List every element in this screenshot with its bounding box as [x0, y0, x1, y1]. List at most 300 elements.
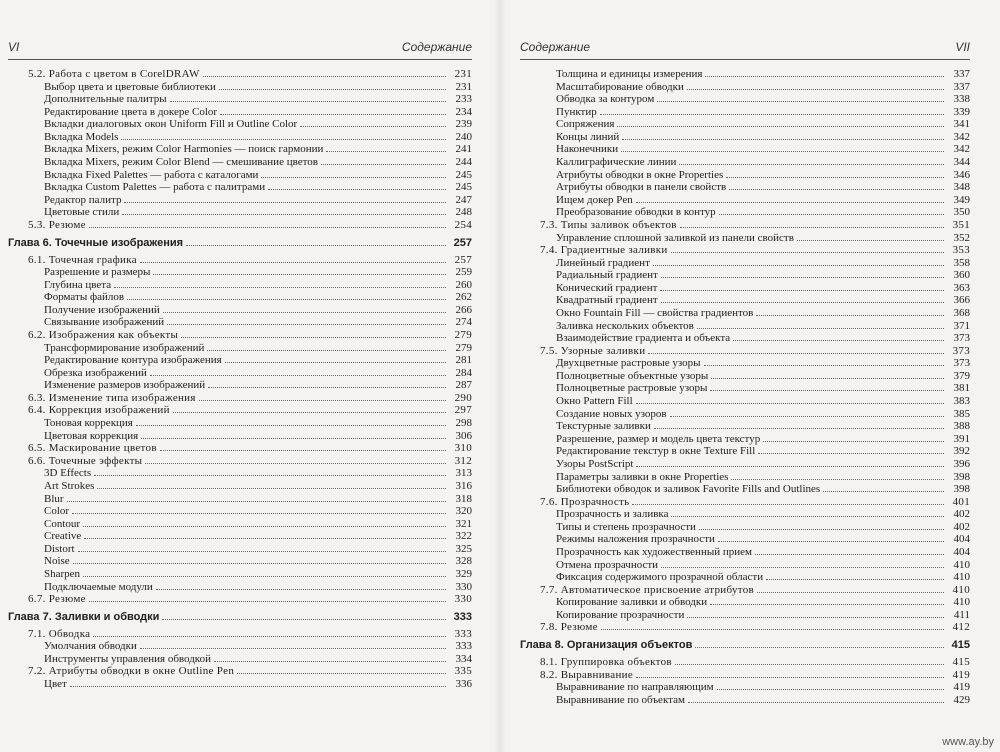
toc-leader-dots: [621, 151, 944, 152]
toc-entry-page: 257: [453, 236, 472, 249]
toc-entry-page: 348: [953, 181, 970, 194]
toc-leader-dots: [661, 302, 944, 303]
toc-entry-title: Узоры PostScript: [556, 457, 634, 470]
toc-entry-page: 320: [455, 505, 472, 518]
toc-entry-page: 274: [455, 316, 472, 329]
toc-entry-title: Выравнивание по объектам: [556, 693, 685, 706]
toc-entry-page: 287: [455, 379, 472, 392]
toc-entry-page: 379: [953, 369, 970, 382]
toc-entry: [520, 694, 970, 707]
toc-entry: [520, 93, 970, 106]
right-toc: [520, 68, 970, 706]
watermark: www.ay.by: [942, 736, 994, 748]
toc-entry: [8, 342, 472, 355]
toc-entry: [8, 118, 472, 131]
toc-entry-title: Вкладка Mixers, режим Color Blend — смешивание цветов: [44, 156, 318, 169]
toc-entry-title: 6.1. Точечная графика: [28, 253, 137, 266]
toc-leader-dots: [733, 340, 944, 341]
toc-entry: [520, 206, 970, 219]
toc-leader-dots: [636, 466, 944, 467]
toc-entry: [8, 316, 472, 329]
toc-entry-title: Вкладка Models: [44, 130, 119, 143]
toc-leader-dots: [83, 526, 446, 527]
toc-leader-dots: [181, 337, 446, 338]
toc-entry-title: Фиксация содержимого прозрачной области: [556, 571, 764, 584]
toc-entry: [8, 404, 472, 417]
toc-entry-page: 429: [953, 693, 970, 706]
toc-entry-title: Заливка нескольких объектов: [556, 319, 694, 332]
toc-entry-page: 342: [953, 130, 970, 143]
toc-entry: [520, 496, 970, 509]
toc-entry-page: 328: [455, 555, 472, 568]
toc-leader-dots: [162, 619, 446, 620]
toc-entry-page: 410: [953, 571, 970, 584]
toc-entry-title: Масштабирование обводки: [556, 80, 684, 93]
toc-leader-dots: [763, 441, 944, 442]
toc-leader-dots: [73, 563, 446, 564]
toc-entry-page: 281: [455, 354, 472, 367]
toc-entry-title: Управление сплошной заливкой из панели свойств: [556, 231, 794, 244]
toc-entry-title: Инструменты управления обводкой: [44, 652, 211, 665]
toc-entry: [520, 382, 970, 395]
toc-entry: [8, 93, 472, 106]
toc-entry: [520, 681, 970, 694]
toc-entry: [8, 131, 472, 144]
toc-entry: [520, 106, 970, 119]
toc-entry: [8, 194, 472, 207]
toc-entry-page: 298: [455, 417, 472, 430]
toc-entry: [520, 232, 970, 245]
toc-leader-dots: [705, 76, 944, 77]
toc-entry-title: 6.3. Изменение типа изображения: [28, 391, 196, 404]
toc-entry: [8, 518, 472, 531]
toc-entry-title: Изменение размеров изображений: [44, 379, 206, 392]
toc-entry: [520, 669, 970, 682]
toc-leader-dots: [219, 89, 446, 90]
toc-entry-title: Сопряжения: [556, 118, 615, 131]
toc-leader-dots: [729, 189, 944, 190]
toc-entry: [520, 508, 970, 521]
toc-entry-page: 330: [455, 580, 472, 593]
toc-entry-page: 259: [455, 266, 472, 279]
toc-entry-title: 7.8. Резюме: [540, 621, 598, 634]
toc-entry-page: 337: [953, 68, 970, 80]
toc-entry: [8, 206, 472, 219]
toc-entry-title: 6.6. Точечные эффекты: [28, 454, 143, 467]
toc-entry: [520, 269, 970, 282]
toc-entry-page: 385: [953, 407, 970, 420]
toc-entry: [520, 370, 970, 383]
toc-entry-page: 404: [953, 545, 970, 558]
toc-leader-dots: [671, 252, 944, 253]
toc-entry: [8, 143, 472, 156]
toc-entry-title: Глава 6. Точечные изображения: [8, 236, 184, 249]
toc-leader-dots: [167, 324, 446, 325]
toc-entry: [520, 282, 970, 295]
toc-entry: [8, 181, 472, 194]
toc-entry-title: Линейный градиент: [556, 256, 650, 269]
toc-entry-page: 398: [953, 483, 970, 496]
toc-entry-title: Связывание изображений: [44, 316, 165, 329]
toc-entry-page: 391: [953, 432, 970, 445]
toc-entry: [520, 521, 970, 534]
toc-entry: [520, 458, 970, 471]
toc-entry-page: 266: [455, 303, 472, 316]
toc-entry-title: Конический градиент: [556, 281, 658, 294]
right-page-number: VII: [955, 40, 970, 54]
toc-entry-title: Концы линий: [556, 130, 620, 143]
toc-entry-page: 245: [455, 168, 472, 181]
toc-entry-page: 318: [455, 492, 472, 505]
toc-entry-title: Получение изображений: [44, 303, 160, 316]
toc-leader-dots: [124, 202, 446, 203]
toc-entry: [8, 593, 472, 606]
toc-entry-title: Вкладка Fixed Palettes — работа с каталогами: [44, 168, 259, 181]
toc-entry: [520, 345, 970, 358]
toc-entry: [8, 417, 472, 430]
toc-leader-dots: [93, 636, 446, 637]
toc-leader-dots: [140, 648, 446, 649]
toc-entry-title: Обводка за контуром: [556, 93, 655, 106]
toc-entry: [520, 621, 970, 634]
toc-leader-dots: [823, 491, 944, 492]
toc-entry-title: Прозрачность и заливка: [556, 508, 669, 521]
toc-entry: [8, 653, 472, 666]
toc-leader-dots: [661, 567, 944, 568]
toc-leader-dots: [326, 151, 446, 152]
toc-leader-dots: [636, 677, 944, 678]
toc-entry: [520, 395, 970, 408]
toc-entry-page: 396: [953, 457, 970, 470]
toc-entry-page: 410: [952, 583, 970, 596]
toc-entry-title: Art Strokes: [44, 479, 95, 492]
toc-entry-page: 398: [953, 470, 970, 483]
toc-leader-dots: [83, 576, 446, 577]
toc-entry: [8, 530, 472, 543]
toc-leader-dots: [70, 686, 446, 687]
toc-entry-page: 415: [951, 639, 970, 652]
toc-entry-title: Радиальный градиент: [556, 269, 658, 282]
toc-entry-title: Толщина и единицы измерения: [556, 68, 703, 80]
toc-entry-page: 262: [455, 291, 472, 304]
toc-leader-dots: [670, 416, 944, 417]
toc-entry-page: 248: [455, 206, 472, 219]
toc-leader-dots: [719, 214, 944, 215]
toc-leader-dots: [766, 579, 944, 580]
toc-entry-page: 234: [455, 105, 472, 118]
toc-entry-page: 350: [953, 206, 970, 219]
toc-leader-dots: [207, 350, 446, 351]
toc-entry: [8, 254, 472, 267]
toc-entry: [8, 543, 472, 556]
toc-leader-dots: [660, 290, 944, 291]
toc-entry: [520, 559, 970, 572]
toc-entry-page: 371: [953, 319, 970, 332]
toc-entry-title: Полноцветные растровые узоры: [556, 382, 708, 395]
toc-leader-dots: [679, 164, 944, 165]
toc-entry-page: 368: [953, 306, 970, 319]
toc-leader-dots: [717, 689, 944, 690]
toc-entry-title: Подключаемые модули: [44, 580, 153, 593]
toc-entry-page: 279: [454, 328, 472, 341]
toc-entry: [8, 304, 472, 317]
toc-leader-dots: [321, 164, 446, 165]
toc-entry: [8, 219, 472, 232]
toc-leader-dots: [199, 400, 446, 401]
toc-leader-dots: [757, 592, 944, 593]
toc-entry-title: Текстурные заливки: [556, 420, 651, 433]
toc-entry-page: 360: [953, 269, 970, 282]
toc-entry-title: 8.2. Выравнивание: [540, 668, 634, 681]
toc-leader-dots: [758, 453, 944, 454]
toc-leader-dots: [136, 425, 446, 426]
toc-entry-title: Выбор цвета и цветовые библиотеки: [44, 80, 216, 93]
toc-entry: [520, 357, 970, 370]
toc-entry: [520, 294, 970, 307]
toc-entry-page: 241: [455, 143, 472, 156]
toc-entry-title: Отмена прозрачности: [556, 558, 659, 571]
toc-entry-title: Двухцветные растровые узоры: [556, 357, 701, 370]
toc-entry-title: 5.2. Работа с цветом в CorelDRAW: [28, 68, 200, 80]
toc-entry: [8, 291, 472, 304]
right-running-title: Содержание: [520, 40, 591, 54]
toc-entry-page: 231: [455, 80, 472, 93]
toc-leader-dots: [67, 501, 446, 502]
toc-leader-dots: [711, 378, 944, 379]
toc-entry-title: Библиотеки обводок и заливок Favorite Fills and Outlines: [556, 483, 821, 496]
toc-entry-page: 254: [454, 218, 472, 231]
toc-leader-dots: [688, 702, 944, 703]
toc-entry: [520, 181, 970, 194]
toc-entry-page: 312: [454, 454, 472, 467]
left-toc: [8, 68, 472, 691]
toc-entry-title: Редактор палитр: [44, 193, 122, 206]
toc-entry-title: Атрибуты обводки в панели свойств: [556, 181, 727, 194]
toc-entry-page: 247: [455, 193, 472, 206]
toc-entry: [8, 367, 472, 380]
toc-entry-title: Преобразование обводки в контур: [556, 206, 716, 219]
toc-entry-page: 297: [454, 404, 472, 417]
toc-entry-title: Каллиграфические линии: [556, 156, 677, 169]
toc-entry-page: 349: [953, 193, 970, 206]
toc-entry: [8, 354, 472, 367]
toc-leader-dots: [697, 328, 944, 329]
toc-entry: [520, 546, 970, 559]
toc-leader-dots: [121, 139, 446, 140]
toc-entry-page: 353: [952, 244, 970, 257]
toc-entry-title: Цветовая коррекция: [44, 429, 139, 442]
toc-leader-dots: [141, 438, 446, 439]
toc-leader-dots: [632, 504, 944, 505]
toc-leader-dots: [220, 114, 446, 115]
toc-entry-title: Умолчания обводки: [44, 640, 137, 653]
toc-leader-dots: [170, 101, 446, 102]
toc-leader-dots: [687, 89, 944, 90]
toc-leader-dots: [601, 629, 944, 630]
toc-entry: [520, 609, 970, 622]
toc-entry-page: 344: [953, 156, 970, 169]
toc-entry-title: Редактирование текстур в окне Texture Fill: [556, 445, 756, 458]
toc-entry-title: Вкладки диалоговых окон Uniform Fill и Outline Color: [44, 118, 298, 131]
toc-entry: [8, 568, 472, 581]
toc-entry-page: 313: [455, 467, 472, 480]
toc-entry-page: 415: [952, 656, 970, 669]
toc-leader-dots: [173, 412, 446, 413]
toc-entry-title: Создание новых узоров: [556, 407, 667, 420]
toc-entry: [8, 279, 472, 292]
toc-entry: [8, 665, 472, 678]
toc-entry-page: 363: [953, 281, 970, 294]
toc-leader-dots: [97, 488, 446, 489]
toc-entry: [520, 533, 970, 546]
toc-entry-title: Окно Pattern Fill: [556, 395, 633, 408]
toc-entry: [520, 596, 970, 609]
toc-entry-page: 401: [952, 495, 970, 508]
toc-entry: [520, 656, 970, 669]
toc-entry-title: Обрезка изображений: [44, 366, 147, 379]
toc-entry-title: Цветовые стили: [44, 206, 120, 219]
toc-entry-page: 334: [455, 652, 472, 665]
toc-entry: [520, 169, 970, 182]
toc-leader-dots: [150, 375, 446, 376]
toc-entry-title: Глава 8. Организация объектов: [520, 639, 693, 652]
toc-entry-page: 410: [953, 596, 970, 609]
toc-entry-page: 245: [455, 181, 472, 194]
toc-entry-title: Цвет: [44, 678, 67, 691]
toc-leader-dots: [186, 245, 446, 246]
toc-leader-dots: [617, 126, 944, 127]
toc-entry: [8, 505, 472, 518]
toc-entry: [520, 483, 970, 496]
toc-entry: [520, 307, 970, 320]
toc-entry-title: Квадратный градиент: [556, 294, 658, 307]
toc-entry-page: 337: [953, 80, 970, 93]
toc-entry-title: Глубина цвета: [44, 278, 112, 291]
toc-entry-title: Атрибуты обводки в окне Properties: [556, 168, 724, 181]
toc-entry-page: 388: [953, 420, 970, 433]
toc-leader-dots: [203, 76, 446, 77]
toc-leader-dots: [687, 617, 944, 618]
toc-leader-dots: [661, 277, 944, 278]
toc-leader-dots: [636, 403, 944, 404]
toc-leader-dots: [163, 312, 446, 313]
toc-entry: [520, 408, 970, 421]
toc-entry-page: 333: [454, 627, 472, 640]
toc-entry-page: 410: [953, 558, 970, 571]
toc-entry-title: 6.7. Резюме: [28, 593, 86, 606]
toc-entry: [520, 320, 970, 333]
toc-entry-title: Окно Fountain Fill — свойства градиентов: [556, 306, 754, 319]
toc-leader-dots: [622, 139, 944, 140]
toc-entry-page: 419: [952, 668, 970, 681]
toc-entry: [520, 131, 970, 144]
toc-leader-dots: [237, 673, 446, 674]
toc-entry-title: 7.3. Типы заливок объектов: [540, 218, 677, 231]
toc-entry-page: 257: [454, 253, 472, 266]
toc-entry-page: 336: [455, 678, 472, 691]
toc-entry-page: 321: [455, 517, 472, 530]
toc-entry: [8, 81, 472, 94]
toc-leader-dots: [153, 274, 446, 275]
toc-leader-dots: [94, 475, 446, 476]
toc-leader-dots: [225, 362, 446, 363]
toc-entry-page: 231: [454, 68, 472, 80]
toc-entry-title: Noise: [44, 555, 70, 568]
toc-leader-dots: [710, 604, 944, 605]
toc-entry-title: Пунктир: [556, 105, 597, 118]
toc-entry-title: Режимы наложения прозрачности: [556, 533, 715, 546]
toc-entry-page: 373: [952, 344, 970, 357]
toc-entry: [8, 430, 472, 443]
toc-entry: [520, 81, 970, 94]
toc-leader-dots: [648, 353, 944, 354]
toc-chapter-entry: [520, 634, 970, 656]
toc-leader-dots: [755, 554, 944, 555]
toc-leader-dots: [671, 516, 944, 517]
toc-leader-dots: [140, 262, 446, 263]
toc-entry-page: 366: [953, 294, 970, 307]
toc-entry-page: 392: [953, 445, 970, 458]
toc-entry-page: 333: [453, 610, 472, 623]
toc-entry-page: 240: [455, 130, 472, 143]
toc-entry-page: 290: [454, 391, 472, 404]
toc-leader-dots: [261, 177, 446, 178]
toc-entry-page: 346: [953, 168, 970, 181]
toc-entry-page: 322: [455, 530, 472, 543]
toc-entry-page: 284: [455, 366, 472, 379]
toc-entry: [8, 555, 472, 568]
toc-entry-page: 338: [953, 93, 970, 106]
toc-entry-title: Выравнивание по направляющим: [556, 681, 714, 694]
right-header-rule: [520, 59, 970, 60]
toc-leader-dots: [214, 661, 446, 662]
toc-entry-page: 339: [953, 105, 970, 118]
toc-entry-page: 330: [454, 593, 472, 606]
toc-entry-page: 342: [953, 143, 970, 156]
toc-entry-page: 316: [455, 479, 472, 492]
toc-entry: [520, 584, 970, 597]
toc-entry: [520, 445, 970, 458]
toc-entry-page: 381: [953, 382, 970, 395]
toc-entry-page: 383: [953, 395, 970, 408]
toc-entry-page: 306: [455, 429, 472, 442]
toc-entry: [520, 194, 970, 207]
toc-leader-dots: [653, 265, 944, 266]
toc-entry-page: 325: [455, 542, 472, 555]
toc-entry-title: Sharpen: [44, 567, 81, 580]
toc-entry-title: 7.6. Прозрачность: [540, 495, 630, 508]
toc-entry: [520, 571, 970, 584]
toc-leader-dots: [680, 227, 944, 228]
toc-leader-dots: [78, 551, 446, 552]
toc-entry-title: 3D Effects: [44, 467, 92, 480]
toc-entry-page: 341: [953, 118, 970, 131]
toc-entry-title: Наконечники: [556, 143, 619, 156]
toc-leader-dots: [84, 538, 446, 539]
toc-leader-dots: [636, 202, 944, 203]
toc-leader-dots: [710, 390, 944, 391]
toc-entry: [8, 379, 472, 392]
toc-entry: [8, 455, 472, 468]
toc-entry: [8, 467, 472, 480]
toc-entry: [8, 392, 472, 405]
toc-leader-dots: [127, 299, 446, 300]
toc-entry-page: 358: [953, 256, 970, 269]
toc-leader-dots: [122, 214, 446, 215]
toc-entry: [520, 332, 970, 345]
toc-leader-dots: [208, 387, 446, 388]
toc-entry: [520, 118, 970, 131]
